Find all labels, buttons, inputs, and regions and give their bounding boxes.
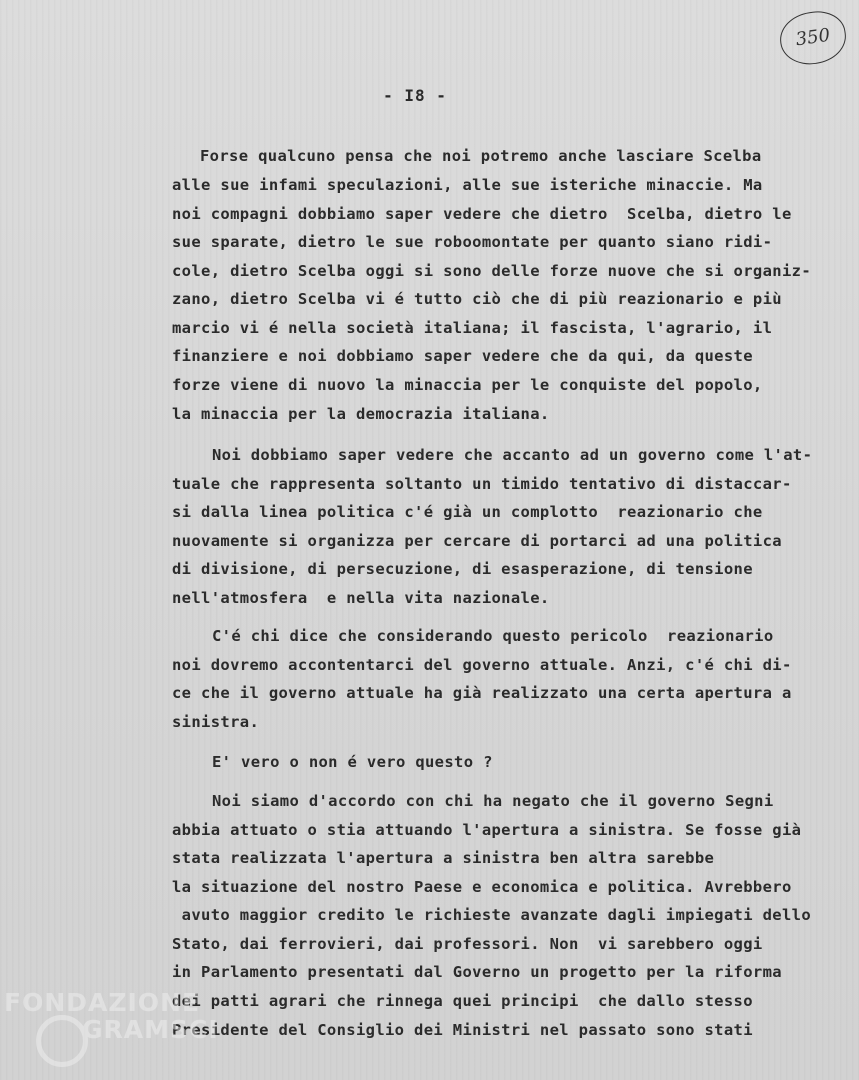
page-number: - I8 - bbox=[383, 86, 447, 105]
text-line: zano, dietro Scelba vi é tutto ciò che di più reazionario e più bbox=[172, 290, 782, 308]
text-line: in Parlamento presentati dal Governo un progetto per la riforma bbox=[172, 963, 782, 981]
text-line: dei patti agrari che rinnega quei principi che dallo stesso bbox=[172, 992, 753, 1010]
text-line: sue sparate, dietro le sue roboomontate per quanto siano ridi- bbox=[172, 233, 773, 251]
text-line: alle sue infami speculazioni, alle sue isteriche minaccie. Ma bbox=[172, 176, 763, 194]
text-line: Stato, dai ferrovieri, dai professori. Non vi sarebbero oggi bbox=[172, 935, 763, 953]
fondazione-gramsci-watermark bbox=[0, 985, 219, 1075]
text-line: sinistra. bbox=[172, 713, 260, 731]
text-line: stata realizzata l'apertura a sinistra ben altra sarebbe bbox=[172, 849, 715, 867]
text-line: noi compagni dobbiamo saper vedere che dietro Scelba, dietro le bbox=[172, 205, 792, 223]
text-line: Forse qualcuno pensa che noi potremo anche lasciare Scelba bbox=[200, 147, 762, 165]
text-line: forze viene di nuovo la minaccia per le conquiste del popolo, bbox=[172, 376, 763, 394]
text-line: E' vero o non é vero questo ? bbox=[212, 753, 493, 771]
text-line: cole, dietro Scelba oggi si sono delle forze nuove che si organiz- bbox=[172, 262, 811, 280]
watermark-line1: FONDAZIONE bbox=[4, 988, 201, 1017]
text-line: Presidente del Consiglio dei Ministri nel passato sono stati bbox=[172, 1021, 753, 1039]
text-line: la situazione del nostro Paese e economica e politica. Avrebbero bbox=[172, 878, 792, 896]
text-line: la minaccia per la democrazia italiana. bbox=[172, 405, 550, 423]
text-line: avuto maggior credito le richieste avanzate dagli impiegati dello bbox=[172, 906, 811, 924]
text-line: Noi siamo d'accordo con chi ha negato che il governo Segni bbox=[212, 792, 774, 810]
text-line: C'é chi dice che considerando questo pericolo reazionario bbox=[212, 627, 774, 645]
text-line: finanziere e noi dobbiamo saper vedere che da qui, da queste bbox=[172, 347, 753, 365]
watermark-logo-icon bbox=[36, 1015, 88, 1067]
text-line: Noi dobbiamo saper vedere che accanto ad un governo come l'at- bbox=[212, 446, 813, 464]
text-line: si dalla linea politica c'é già un complotto reazionario che bbox=[172, 503, 763, 521]
text-line: di divisione, di persecuzione, di esasperazione, di tensione bbox=[172, 560, 753, 578]
text-line: nuovamente si organizza per cercare di portarci ad una politica bbox=[172, 532, 782, 550]
text-line: tuale che rappresenta soltanto un timido tentativo di distaccar- bbox=[172, 475, 792, 493]
watermark-line2: GRAMSCI bbox=[82, 1015, 219, 1044]
text-line: nell'atmosfera e nella vita nazionale. bbox=[172, 589, 550, 607]
text-line: marcio vi é nella società italiana; il fascista, l'agrario, il bbox=[172, 319, 773, 337]
text-line: ce che il governo attuale ha già realizzato una certa apertura a bbox=[172, 684, 792, 702]
text-line: noi dovremo accontentarci del governo attuale. Anzi, c'é chi di- bbox=[172, 656, 792, 674]
archive-number-stamp: 350 bbox=[777, 8, 850, 69]
text-line: abbia attuato o stia attuando l'apertura a sinistra. Se fosse già bbox=[172, 821, 802, 839]
